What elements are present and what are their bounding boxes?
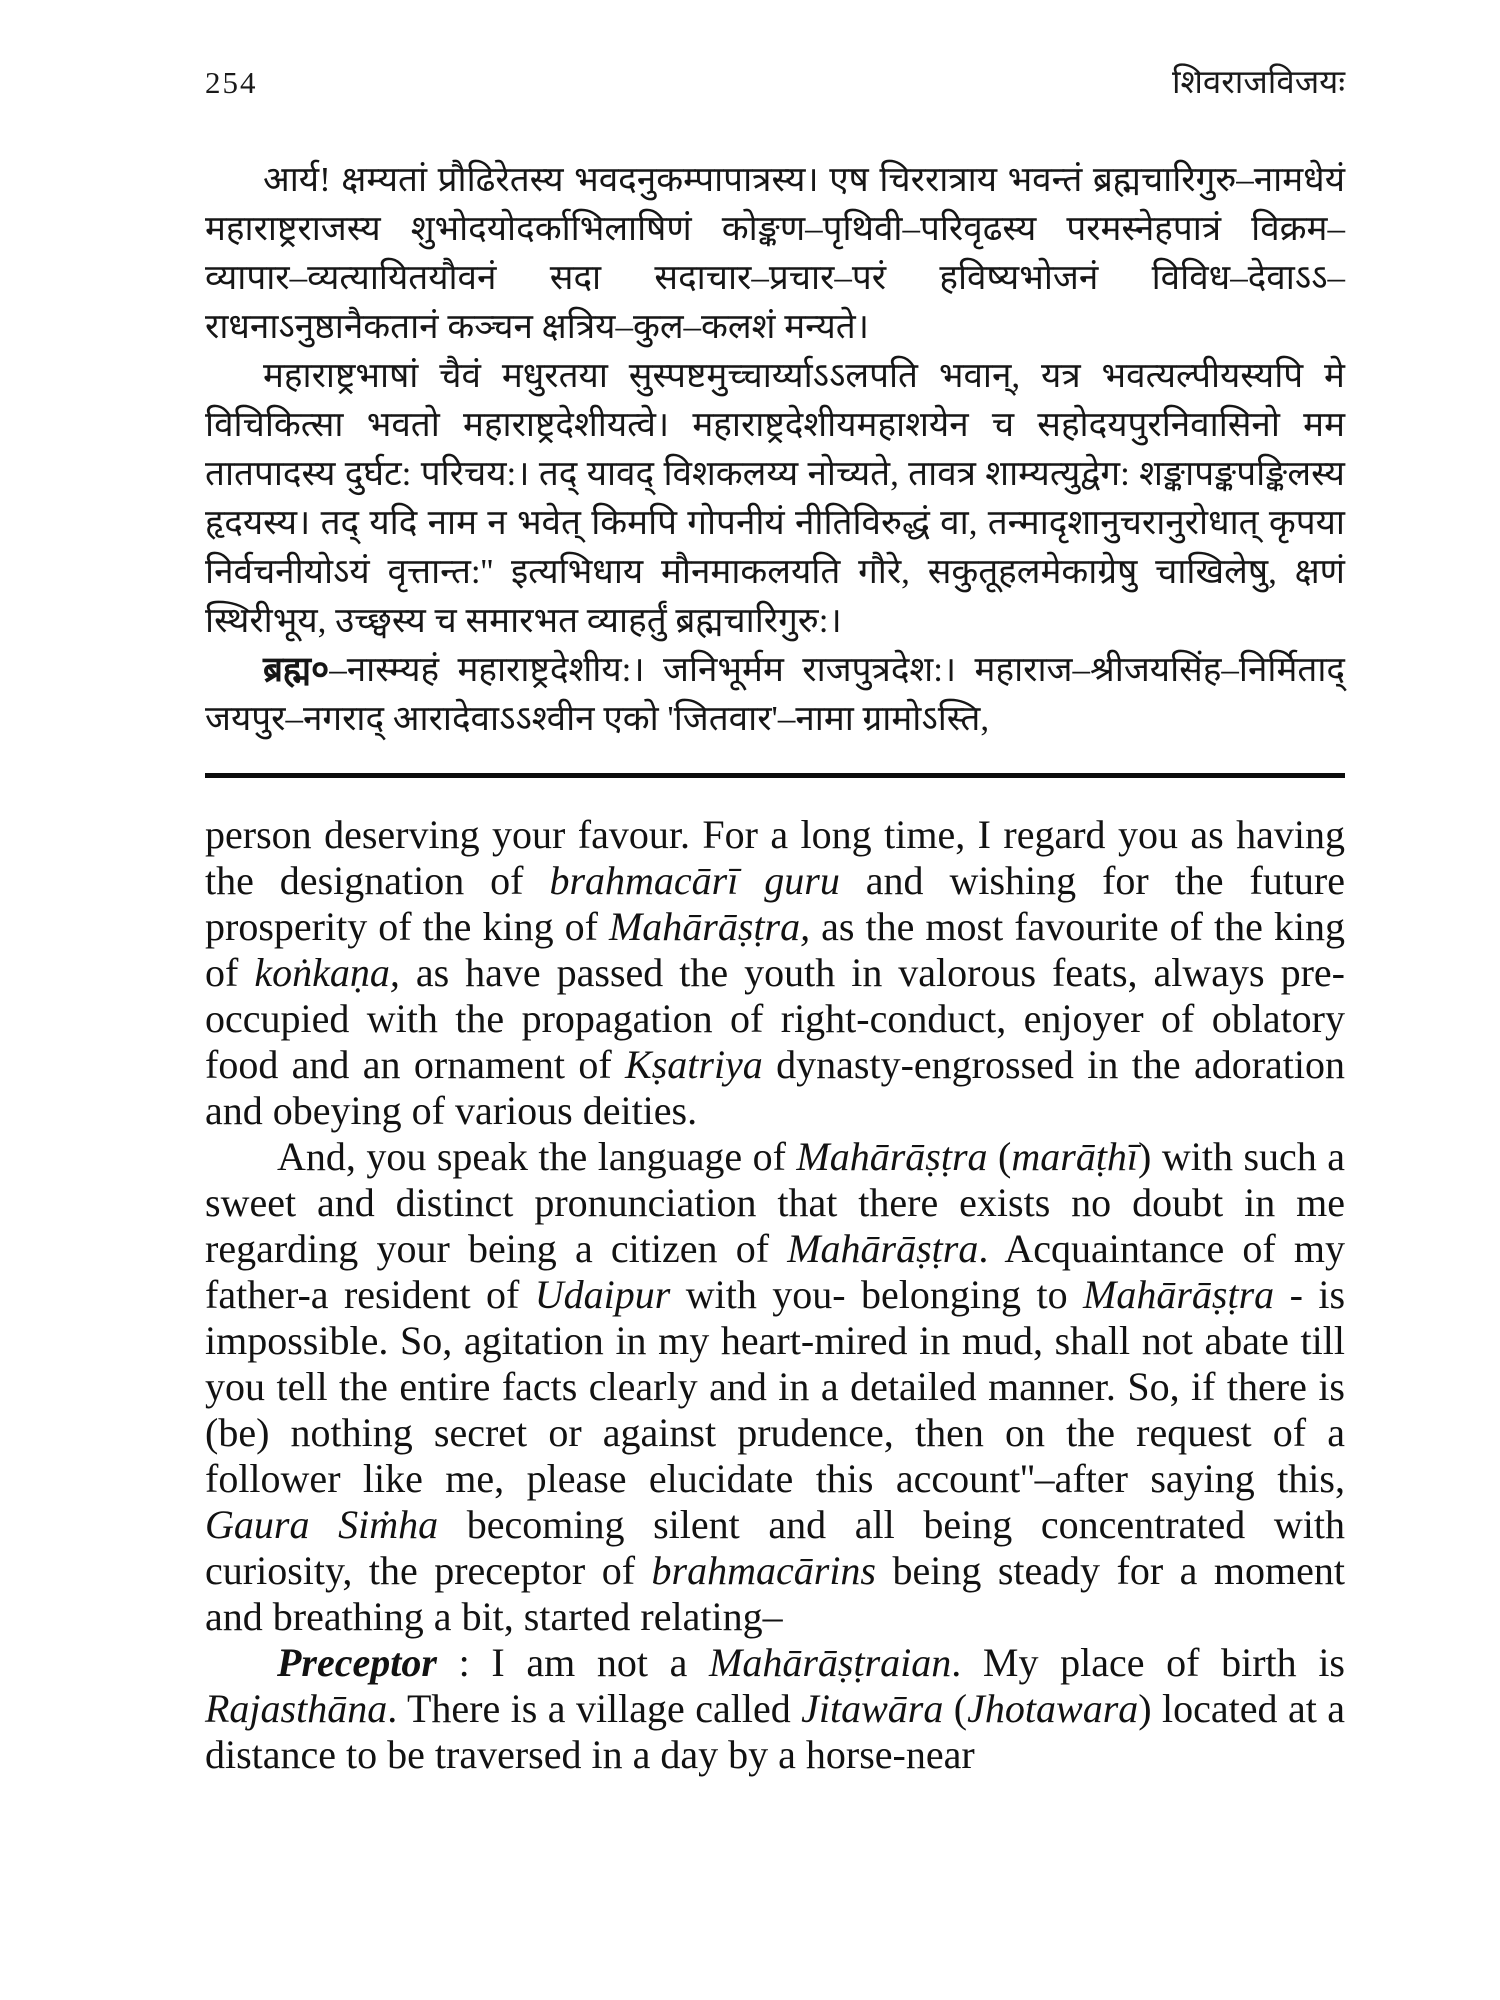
paragraph <box>205 1134 1345 1640</box>
text-segment: Udaipur <box>534 1272 671 1317</box>
text-segment: ( <box>987 1134 1012 1179</box>
text-segment: Jitawāra <box>801 1686 944 1731</box>
text-segment: ब्रह्म० <box>263 650 330 689</box>
text-segment: being steady for a moment and breathing a bit, started relating– <box>205 1548 1345 1639</box>
paragraph <box>205 351 1345 645</box>
text-segment: Rajasthāna <box>205 1686 388 1731</box>
section-divider <box>205 773 1345 778</box>
text-segment: as the most favourite of the king of <box>205 904 1346 995</box>
text-segment: brahmacārins <box>651 1548 876 1593</box>
text-segment: : I am not a <box>436 1640 710 1685</box>
text-segment: आर्य! क्षम्यतां प्रौढिरेतस्य भवदनुकम्पापात्रस्य। एष चिररात्राय भवन्तं ब्रह्मचारिगुरु–नामधेयं महाराष्ट्रराजस्य शुभोदयोदर्काभिलाषिणं कोङ्कण–पृथिवी–परिवृढस्य परमस्नेहपात्रं विक्रम–व्यापार–व्यत्यायितयौवनं सदा सदाचार–प्रचार–परं हविष्यभोजनं विविध–देवाऽऽ– राधनाऽनुष्ठानैकतानं कञ्चन क्षत्रिय–कुल–कलशं मन्यते। <box>205 160 1345 346</box>
page-number: 254 <box>205 65 258 100</box>
text-segment: koṅkaṇa, <box>254 950 400 995</box>
text-segment: Gaura Siṁha <box>205 1502 439 1547</box>
page-header <box>205 58 1345 103</box>
text-segment: . My place of birth is <box>951 1640 1345 1685</box>
paragraph <box>205 155 1345 351</box>
paragraph <box>205 1640 1345 1778</box>
running-header-title: शिवराजविजयः <box>1171 65 1345 101</box>
text-segment: Mahārāṣṭra, <box>608 904 811 949</box>
text-segment: person deserving your favour. For a long time, I regard you as having the designation of <box>205 812 1345 903</box>
text-segment: . There is a village called <box>387 1686 802 1731</box>
text-segment: –नास्म्यहं महाराष्ट्रदेशीय:। जनिभूर्मम राजपुत्रदेश:। महाराज–श्रीजयसिंह–निर्मिताद् जयपुर–नगराद् आरादेवाऽऽश्वीन एको 'जितवार'–नामा ग्रामोऽस्ति, <box>205 650 1345 738</box>
text-segment: ) located at a distance to be traversed in a day by a horse-near <box>205 1686 1345 1777</box>
text-segment: dynasty-engrossed in the adoration and obeying of various deities. <box>205 1042 1346 1133</box>
paragraph <box>205 812 1345 1134</box>
text-segment: Kṣatriya <box>625 1042 763 1087</box>
text-segment: and wishing for the future prosperity of the king of <box>205 858 1346 949</box>
text-segment: marāṭhī <box>1011 1134 1139 1179</box>
text-segment: And, you speak the language of <box>277 1134 797 1179</box>
text-segment: - is impossible. So, agitation in my heart-mired in mud, shall not abate till you tell the entire facts clearly and in a detailed manner. So, if there is (be) nothing secret or against prudence, then on the request of a follower like me, please elucidate this account''–after saying this, <box>205 1272 1346 1501</box>
text-segment: Mahārāṣṭra <box>787 1226 979 1271</box>
text-segment: . Acquaintance of my father-a resident of <box>205 1226 1346 1317</box>
paragraph <box>205 645 1345 743</box>
text-segment: brahmacārī guru <box>549 858 840 903</box>
text-segment: ( <box>943 1686 968 1731</box>
text-segment: ) with such a sweet and distinct pronunciation that there exists no doubt in me regarding your being a citizen of <box>205 1134 1345 1271</box>
text-segment: with you- belonging to <box>670 1272 1084 1317</box>
text-segment: as have passed the youth in valorous feats, always pre-occupied with the propagation of right-conduct, enjoyer of oblatory food and an ornament of <box>205 950 1345 1087</box>
text-segment: becoming silent and all being concentrated with curiosity, the preceptor of <box>205 1502 1345 1593</box>
text-segment: Preceptor <box>277 1640 437 1685</box>
text-segment: Mahārāṣṭra <box>796 1134 988 1179</box>
text-segment: Mahārāṣṭra <box>1083 1272 1275 1317</box>
sanskrit-text-section <box>205 155 1345 743</box>
text-segment: महाराष्ट्रभाषां चैवं मधुरतया सुस्पष्टमुच्चार्य्याऽऽलपति भवान्, यत्र भवत्यल्पीयस्यपि मे विचिकित्सा भवतो महाराष्ट्रदेशीयत्वे। महाराष्ट्रदेशीयमहाशयेन च सहोदयपुरनिवासिनो मम तातपादस्य दुर्घट: परिचय:। तद् यावद् विशकलय्य नोच्यते, तावत्र शाम्यत्युद्वेग: शङ्कापङ्कपङ्किलस्य हृदयस्य। तद् यदि नाम न भवेत् किमपि गोपनीयं नीतिविरुद्धं वा, तन्मादृशानुचरानुरोधात् कृपया निर्वचनीयोऽयं वृत्तान्त:'' इत्यभिधाय मौनमाकलयति गौरे, सकुतूहलमेकाग्रेषु चाखिलेषु, क्षणं स्थिरीभूय, उच्छ्वस्य च समारभत व्याहर्तुं ब्रह्मचारिगुरु:। <box>205 356 1345 640</box>
text-segment: Jhotawara <box>967 1686 1139 1731</box>
text-segment: Mahārāṣṭraian <box>709 1640 952 1685</box>
english-translation-section <box>205 812 1345 1778</box>
